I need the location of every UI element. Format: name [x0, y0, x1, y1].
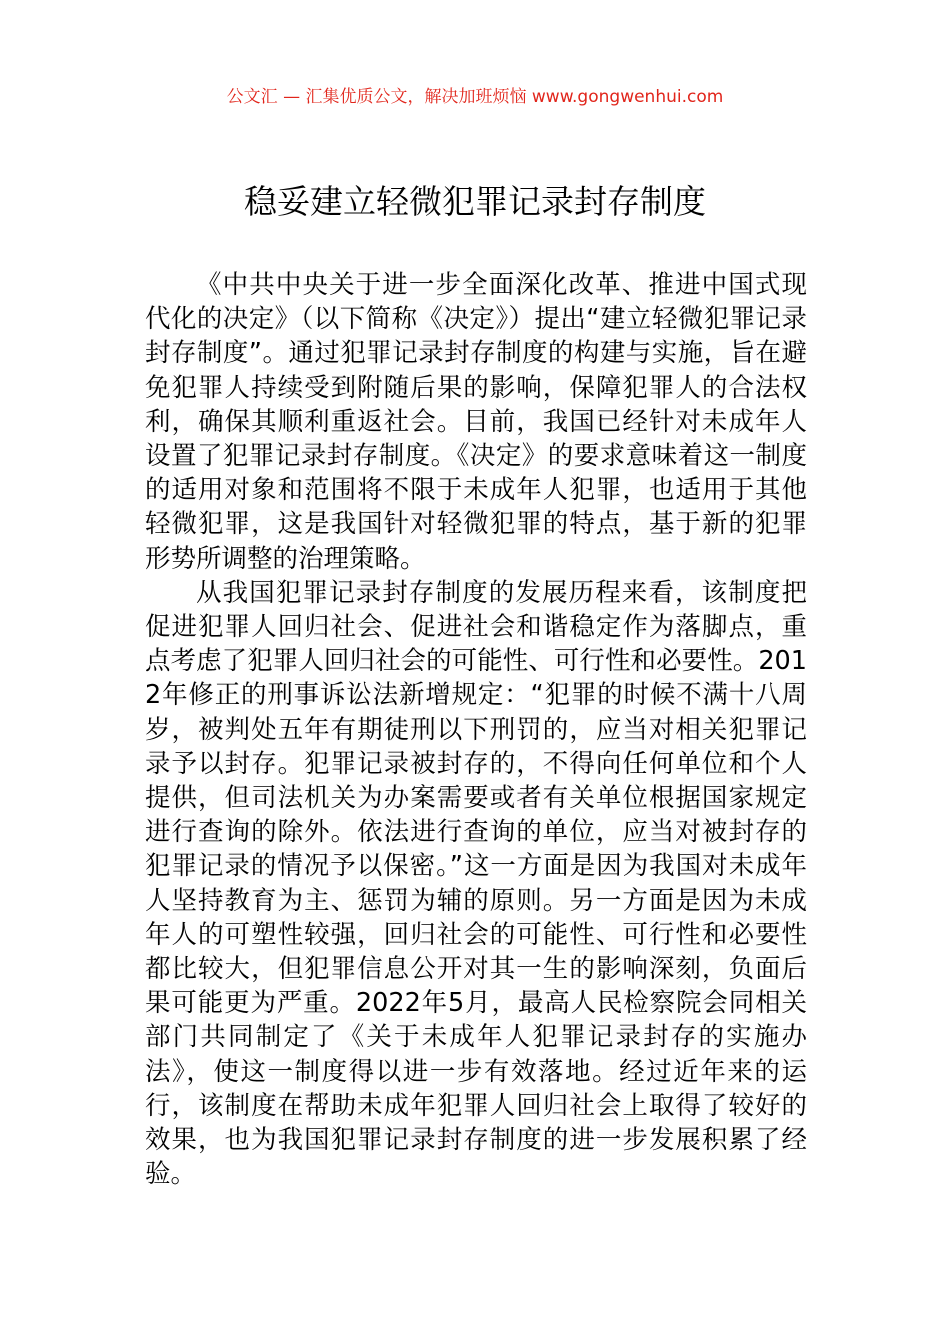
- document-title: 稳妥建立轻微犯罪记录封存制度: [244, 182, 706, 221]
- site-banner: 公文汇 — 汇集优质公文，解决加班烦恼 www.gongwenhui.com: [226, 87, 724, 107]
- document-body: [145, 268, 807, 1191]
- paragraph-1: 《中共中央关于进一步全面深化改革、推进中国式现代化的决定》（以下简称《决定》）提出“建立轻微犯罪记录封存制度”。通过犯罪记录封存制度的构建与实施，旨在避免犯罪人持续受到附随后果的影响，保障犯罪人的合法权利，确保其顺利重返社会。目前，我国已经针对未成年人设置了犯罪记录封存制度。《决定》的要求意味着这一制度的适用对象和范围将不限于未成年人犯罪，也适用于其他轻微犯罪，这是我国针对轻微犯罪的特点，基于新的犯罪形势所调整的治理策略。: [145, 270, 807, 574]
- paragraph-2: 从我国犯罪记录封存制度的发展历程来看，该制度把促进犯罪人回归社会、促进社会和谐稳定作为落脚点，重点考虑了犯罪人回归社会的可能性、可行性和必要性。2012年修正的刑事诉讼法新增规定：“犯罪的时候不满十八周岁，被判处五年有期徒刑以下刑罚的，应当对相关犯罪记录予以封存。犯罪记录被封存的，不得向任何单位和个人提供，但司法机关为办案需要或者有关单位根据国家规定进行查询的除外。依法进行查询的单位，应当对被封存的犯罪记录的情况予以保密。”这一方面是因为我国对未成年人坚持教育为主、惩罚为辅的原则。另一方面是因为未成年人的可塑性较强，回归社会的可能性、可行性和必要性都比较大，但犯罪信息公开对其一生的影响深刻，负面后果可能更为严重。2022年5月，最高人民检察院会同相关部门共同制定了《关于未成年人犯罪记录封存的实施办法》，使这一制度得以进一步有效落地。经过近年来的运行，该制度在帮助未成年犯罪人回归社会上取得了较好的效果，也为我国犯罪记录封存制度的进一步发展积累了经验。: [145, 577, 807, 1190]
